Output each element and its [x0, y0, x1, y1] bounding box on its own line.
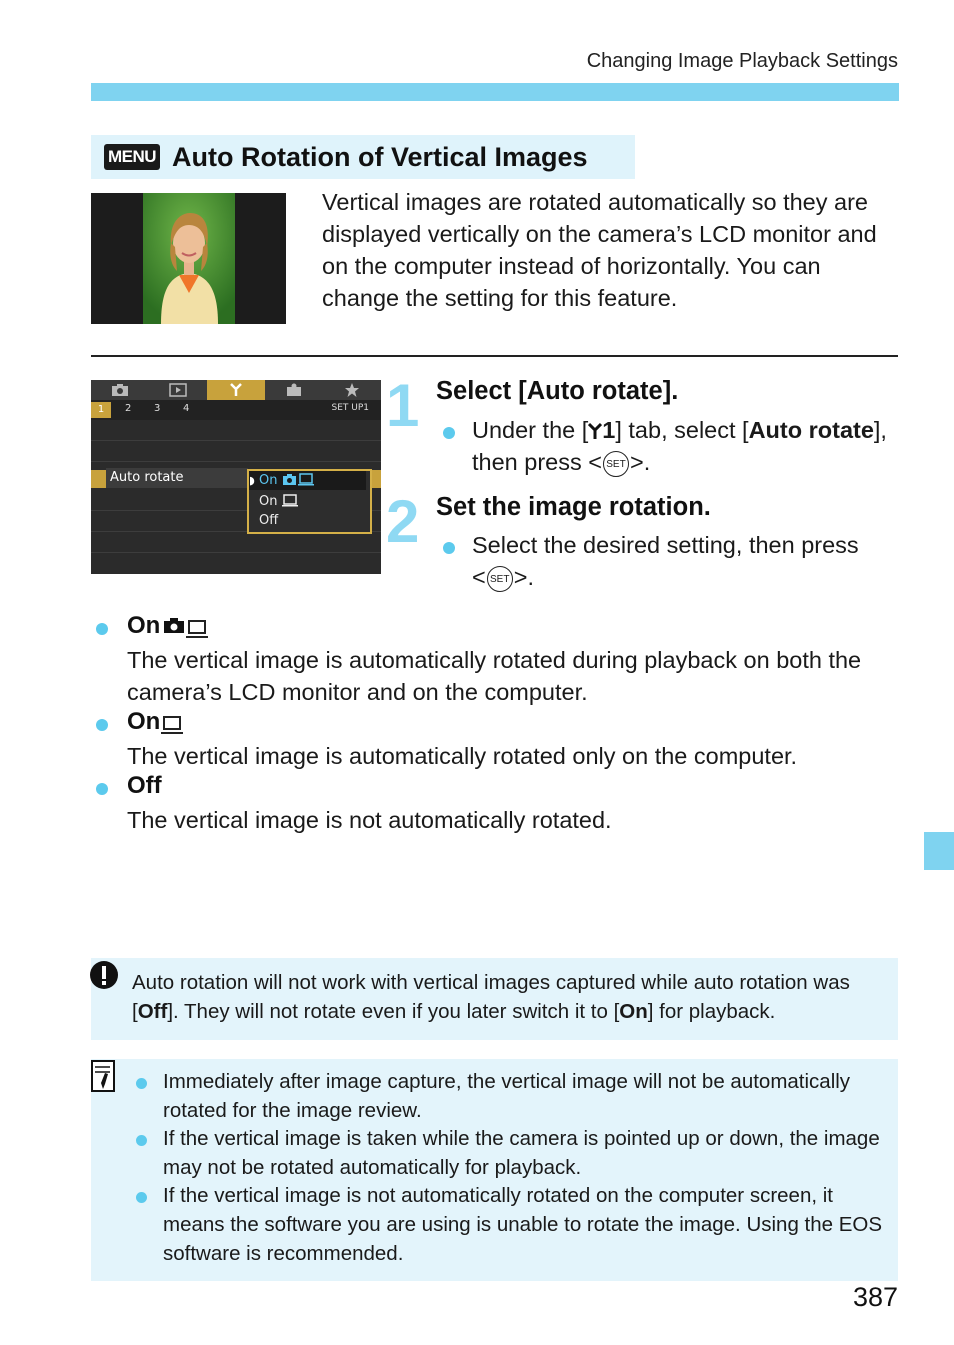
caution-text: [132, 968, 892, 1026]
step-1-bullet: [443, 426, 455, 444]
lcd-option-on-pc: [259, 493, 300, 509]
setup-tab-icon: [207, 380, 265, 400]
divider: [91, 355, 898, 357]
camera-pc-icon: [282, 472, 316, 486]
running-header: Changing Image Playback Settings: [586, 50, 898, 72]
set-button-icon: SET: [487, 566, 513, 592]
section-title: Auto Rotation of Vertical Images: [172, 141, 588, 172]
lcd-auto-rotate-label: Auto rotate: [106, 468, 248, 488]
step-1-number: 1: [386, 372, 420, 439]
note-bullet: [136, 1133, 147, 1151]
option-1-title: [127, 612, 206, 640]
note-icon: [90, 1059, 116, 1093]
option-3-desc: The vertical image is not automatically rotated.: [127, 807, 612, 833]
note-bullet: [136, 1076, 147, 1094]
custom-tab-icon: [265, 380, 323, 400]
option-1-desc: The vertical image is automatically rotated during playback on both the camera’s LCD monitor and on the computer.: [127, 647, 862, 705]
lcd-row: [91, 420, 381, 441]
lcd-subtab-4: 4: [183, 403, 190, 414]
lcd-tab-label: SET UP1: [331, 403, 369, 413]
text-span: On: [127, 708, 161, 735]
text-span: On: [619, 1000, 648, 1023]
text-span: 1: [602, 417, 616, 443]
lcd-subtab-bar: [91, 400, 381, 420]
note-2: If the vertical image is taken while the camera is pointed up or down, the image may not be rotated automatically for playback.: [163, 1127, 880, 1179]
pc-icon: [163, 716, 181, 730]
lcd-cursor-icon: ◗: [249, 474, 255, 487]
option-2-desc: The vertical image is automatically rotated only on the computer.: [127, 743, 798, 769]
text-span: Under the [: [472, 417, 589, 443]
lcd-row: [91, 532, 381, 553]
camera-icon: [163, 616, 185, 634]
text-span: On: [127, 612, 161, 639]
option-bullet: [96, 622, 108, 640]
lcd-subtab-2: 2: [125, 403, 132, 414]
text-span: >.: [629, 449, 651, 475]
section-heading: [91, 135, 635, 179]
text-span: <: [472, 564, 486, 590]
text-span: Auto rotate: [748, 417, 874, 443]
page-number: 387: [852, 1282, 898, 1312]
lcd-subtab-3: 3: [154, 403, 161, 414]
step-2-bullet: [443, 541, 455, 559]
step-1-text: [472, 414, 892, 478]
playback-tab-icon: [149, 380, 207, 400]
lcd-subtab-1: 1: [91, 402, 111, 418]
camera-menu-screen: [91, 380, 381, 574]
lcd-row: [91, 441, 381, 462]
caution-icon: [89, 960, 119, 990]
option-bullet: [96, 782, 108, 800]
lcd-tab-bar: [91, 380, 381, 400]
caution-box: [91, 958, 898, 1040]
note-bullet: [136, 1190, 147, 1208]
pc-icon: [282, 493, 300, 507]
step-2-title: Set the image rotation.: [436, 493, 711, 521]
set-button-icon: SET: [603, 451, 629, 477]
option-3-title: Off: [127, 772, 162, 799]
chapter-tab: [924, 832, 954, 870]
step-2-text: [472, 529, 902, 593]
text-span: >.: [513, 564, 534, 590]
step-2-number: 2: [386, 488, 420, 555]
note-3: If the vertical image is not automatically rotated on the computer screen, it means the software you are using is unable to rotate the image. Using the EOS software is recommended.: [163, 1184, 883, 1265]
text-span: ]. They will not rotate even if you later switch it to [: [167, 1000, 620, 1023]
option-bullet: [96, 718, 108, 736]
header-bar: [91, 83, 899, 101]
text-span: Select the desired setting, then press: [472, 532, 859, 558]
text-span: Off: [137, 1000, 168, 1023]
lcd-option-label: On: [259, 494, 278, 509]
step-1-title: Select [Auto rotate].: [436, 377, 679, 405]
intro-paragraph: Vertical images are rotated automatically so they are displayed vertically on the camera’s LCD monitor and on the computer instead of horizontally. You can change the setting for this feature.: [322, 189, 877, 311]
menu-icon: MENU: [104, 144, 160, 170]
lcd-option-label: On: [259, 473, 278, 488]
text-span: ] tab, select [: [615, 417, 749, 443]
text-span: Auto rotation will not work with vertical images captured while auto rotation was [: [132, 971, 850, 1023]
option-2-title: [127, 708, 181, 736]
wrench-icon: [588, 422, 602, 440]
text-span: ], then press <: [472, 417, 887, 475]
notes-box: [91, 1059, 898, 1281]
mymenu-tab-icon: [323, 380, 381, 400]
lcd-options-popup: [247, 469, 372, 534]
lcd-option-off: Off: [259, 513, 279, 528]
text-span: ] for playback.: [647, 1000, 776, 1023]
pc-icon: [188, 620, 206, 634]
shooting-tab-icon: [91, 380, 149, 400]
note-1: Immediately after image capture, the vertical image will not be automatically rotated for the image review.: [163, 1070, 851, 1122]
lcd-option-on-camera-pc: [259, 472, 316, 488]
portrait-photo: [91, 193, 286, 324]
